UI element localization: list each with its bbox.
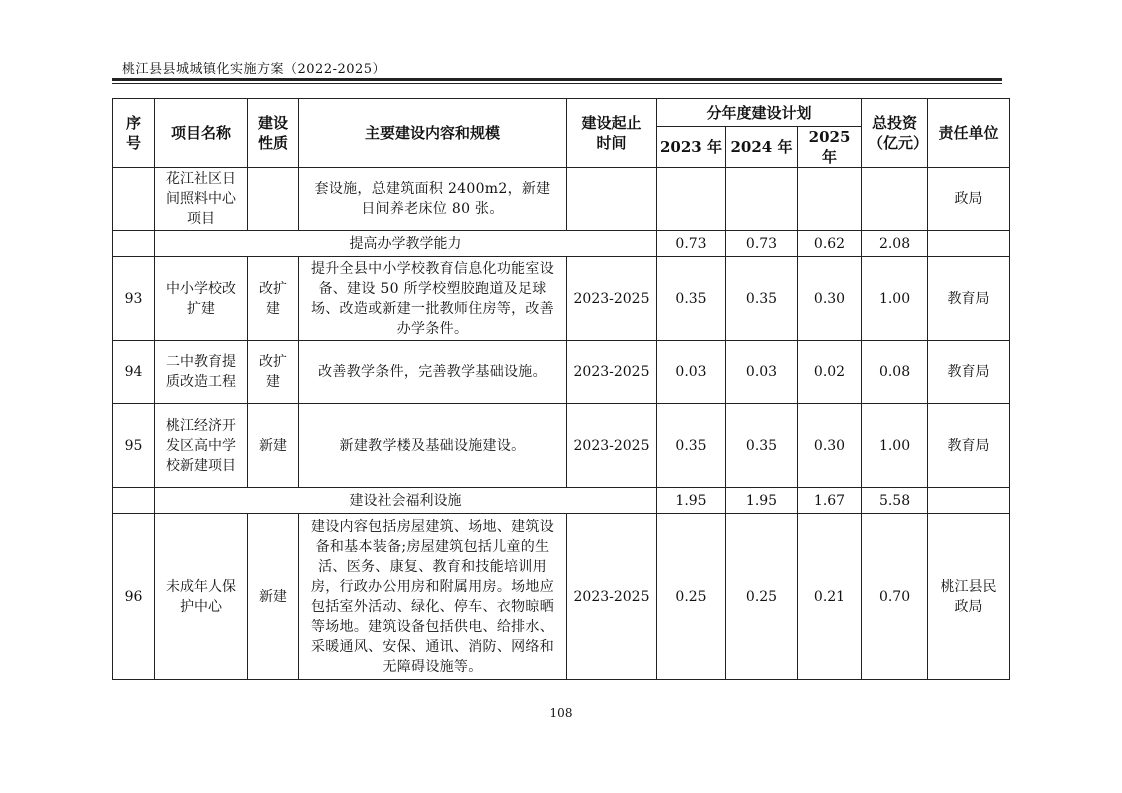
subtotal-y2025: 0.62 xyxy=(798,231,862,257)
subtotal-row xyxy=(113,488,1010,514)
cell-seq: 96 xyxy=(113,514,155,680)
header-nature: 建设性质 xyxy=(248,99,299,168)
subtotal-y2024: 0.73 xyxy=(726,231,798,257)
cell-y2024: 0.25 xyxy=(726,514,798,680)
header-year-2025: 2025 年 xyxy=(798,127,862,168)
cell-unit: 教育局 xyxy=(928,341,1010,404)
cell-unit xyxy=(928,231,1010,257)
cell-total: 0.08 xyxy=(862,341,928,404)
subtotal-row xyxy=(113,231,1010,257)
cell-period xyxy=(567,168,657,231)
cell-unit: 教育局 xyxy=(928,257,1010,341)
header-annual-plan: 分年度建设计划 xyxy=(657,99,862,127)
cell-nature: 新建 xyxy=(248,404,299,488)
cell-seq: 93 xyxy=(113,257,155,341)
cell-content: 建设内容包括房屋建筑、场地、建筑设备和基本装备;房屋建筑包括儿童的生活、医务、康复、教育和技能培训用房，行政办公用房和附属用房。场地应包括室外活动、绿化、停车、衣物晾晒等场地。建筑设备包括供电、给排水、采暖通风、安保、通讯、消防、网络和无障碍设施等。 xyxy=(299,514,567,680)
subtotal-y2024: 1.95 xyxy=(726,488,798,514)
header-name: 项目名称 xyxy=(155,99,248,168)
cell-nature xyxy=(248,168,299,231)
cell-name: 中小学校改扩建 xyxy=(155,257,248,341)
cell-y2025: 0.30 xyxy=(798,404,862,488)
header-rule-thick xyxy=(112,78,1002,81)
cell-total xyxy=(862,168,928,231)
subtotal-y2023: 0.73 xyxy=(657,231,726,257)
cell-seq: 95 xyxy=(113,404,155,488)
cell-y2024 xyxy=(726,168,798,231)
cell-seq xyxy=(113,168,155,231)
table-row xyxy=(113,514,1010,680)
cell-y2025 xyxy=(798,168,862,231)
table-row xyxy=(113,341,1010,404)
cell-content: 套设施，总建筑面积 2400m2，新建日间养老床位 80 张。 xyxy=(299,168,567,231)
cell-y2024: 0.35 xyxy=(726,404,798,488)
table-row xyxy=(113,257,1010,341)
cell-period: 2023-2025 xyxy=(567,514,657,680)
cell-y2023: 0.25 xyxy=(657,514,726,680)
cell-nature: 改扩建 xyxy=(248,257,299,341)
cell-y2025: 0.02 xyxy=(798,341,862,404)
table-row xyxy=(113,168,1010,231)
table-header-row xyxy=(113,99,1010,127)
cell-y2023: 0.35 xyxy=(657,404,726,488)
header-content: 主要建设内容和规模 xyxy=(299,99,567,168)
cell-period: 2023-2025 xyxy=(567,341,657,404)
cell-y2023: 0.03 xyxy=(657,341,726,404)
cell-unit: 政局 xyxy=(928,168,1010,231)
cell-y2023 xyxy=(657,168,726,231)
cell-y2024: 0.03 xyxy=(726,341,798,404)
header-total: 总投资（亿元） xyxy=(862,99,928,168)
cell-unit xyxy=(928,488,1010,514)
cell-total: 1.00 xyxy=(862,257,928,341)
header-rule-thin xyxy=(112,83,1002,84)
header-seq: 序号 xyxy=(113,99,155,168)
header-unit: 责任单位 xyxy=(928,99,1010,168)
cell-name: 花江社区日间照料中心项目 xyxy=(155,168,248,231)
cell-total: 0.70 xyxy=(862,514,928,680)
page-number: 108 xyxy=(549,706,573,720)
header-period: 建设起止时间 xyxy=(567,99,657,168)
cell-y2025: 0.30 xyxy=(798,257,862,341)
cell-name: 未成年人保护中心 xyxy=(155,514,248,680)
cell-name: 桃江经济开发区高中学校新建项目 xyxy=(155,404,248,488)
cell-period: 2023-2025 xyxy=(567,257,657,341)
cell-y2025: 0.21 xyxy=(798,514,862,680)
cell-content: 新建教学楼及基础设施建设。 xyxy=(299,404,567,488)
cell-seq xyxy=(113,488,155,514)
cell-nature: 新建 xyxy=(248,514,299,680)
subtotal-y2023: 1.95 xyxy=(657,488,726,514)
cell-content: 改善教学条件，完善教学基础设施。 xyxy=(299,341,567,404)
cell-seq xyxy=(113,231,155,257)
document-header-title: 桃江县县城城镇化实施方案（2022-2025） xyxy=(122,62,387,77)
project-plan-table xyxy=(112,98,1010,680)
subtotal-label: 提高办学教学能力 xyxy=(155,231,657,257)
cell-y2023: 0.35 xyxy=(657,257,726,341)
cell-seq: 94 xyxy=(113,341,155,404)
cell-name: 二中教育提质改造工程 xyxy=(155,341,248,404)
cell-nature: 改扩建 xyxy=(248,341,299,404)
cell-total: 1.00 xyxy=(862,404,928,488)
subtotal-label: 建设社会福利设施 xyxy=(155,488,657,514)
cell-y2024: 0.35 xyxy=(726,257,798,341)
cell-period: 2023-2025 xyxy=(567,404,657,488)
table-row xyxy=(113,404,1010,488)
header-year-2024: 2024 年 xyxy=(726,127,798,168)
cell-unit: 桃江县民政局 xyxy=(928,514,1010,680)
cell-content: 提升全县中小学校教育信息化功能室设备、建设 50 所学校塑胶跑道及足球场、改造或新建一批教师住房等，改善办学条件。 xyxy=(299,257,567,341)
header-year-2023: 2023 年 xyxy=(657,127,726,168)
subtotal-total: 2.08 xyxy=(862,231,928,257)
subtotal-y2025: 1.67 xyxy=(798,488,862,514)
cell-unit: 教育局 xyxy=(928,404,1010,488)
subtotal-total: 5.58 xyxy=(862,488,928,514)
